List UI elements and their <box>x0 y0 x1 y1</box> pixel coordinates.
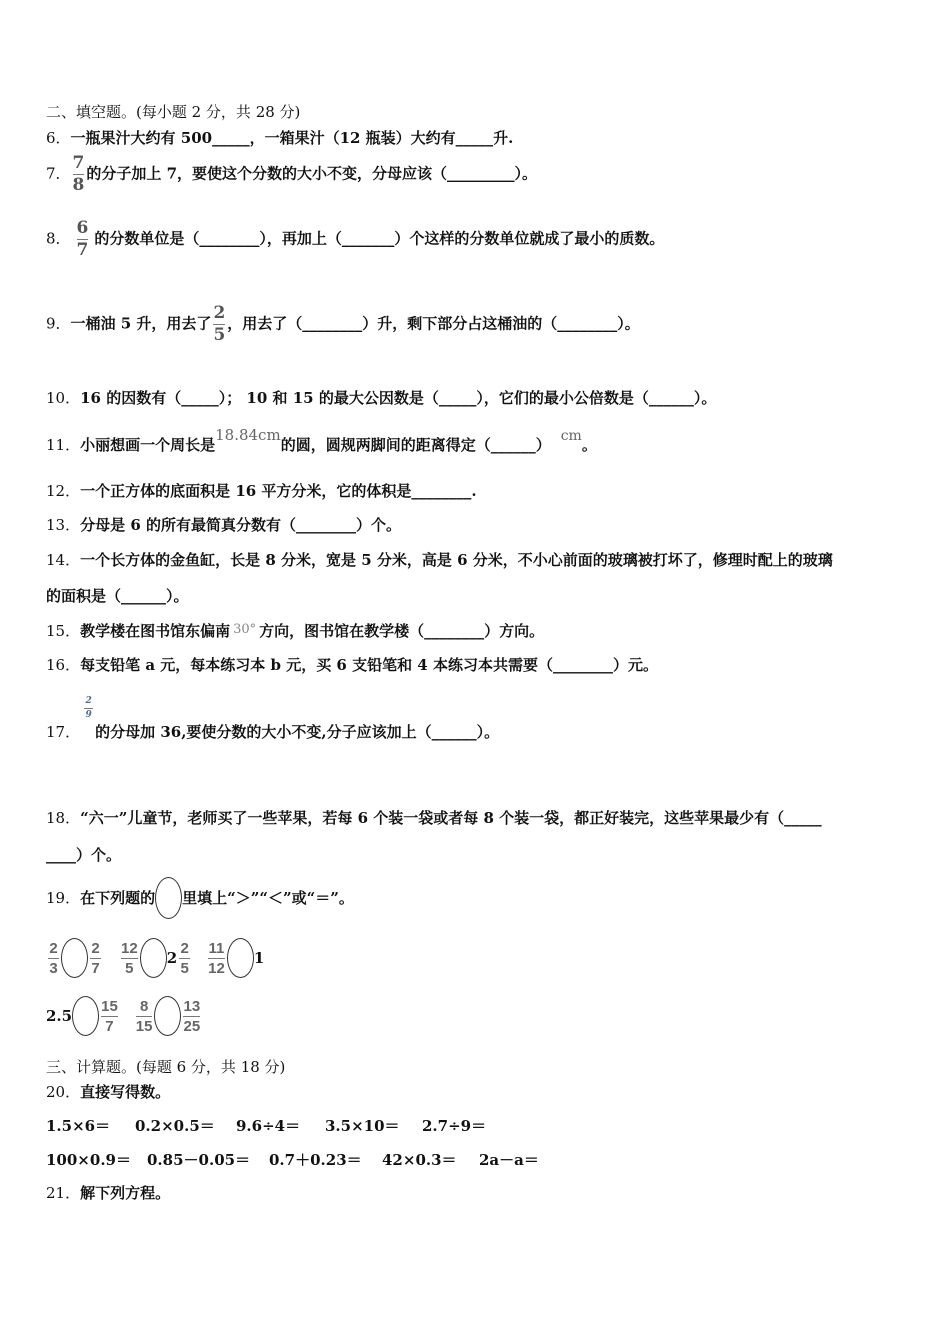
fraction-13-25: 13 25 <box>183 997 201 1035</box>
compare-oval-2[interactable] <box>140 938 167 978</box>
section-2-header: 二、填空题。(每小题 2 分，共 28 分) <box>46 103 301 121</box>
question-9: 9．一桶油 5 升，用去了 $\frac{2}{5}$ ，用去了（________）升，剩下部分占这桶油的（________）。 <box>46 303 640 345</box>
fraction-12-5: 12 5 <box>121 939 138 977</box>
comparison-row-1: 2 3 2 7 12 5 2 2 5 11 12 1 <box>49 939 265 977</box>
question-13: 13．分母是 6 的所有最简真分数有（________）个。 <box>46 516 401 534</box>
compare-oval-5[interactable] <box>154 996 181 1036</box>
calc-item: 100×0.9＝ <box>46 1151 131 1169</box>
question-18: 18．“六一”儿童节，老师买了一些苹果，若每 6 个装一袋或者每 8 个装一袋，都正好装完，这些苹果最少有（_____ <box>46 809 822 827</box>
calc-row-2 <box>46 1149 539 1170</box>
question-15: 15．教学楼在图书馆东偏南 30° 方向，图书馆在教学楼（________）方向。 <box>46 622 545 640</box>
fraction-2-9: $\frac{2}{9}$ <box>85 696 92 720</box>
calc-item: 1.5×6＝ <box>46 1117 111 1135</box>
answer-oval-example <box>155 877 182 919</box>
fraction-2-7: 2 7 <box>91 939 100 977</box>
compare-oval-3[interactable] <box>227 938 254 978</box>
question-8: 8． $\frac{6}{7}$ 的分数单位是（________），再加上（_______）个这样的分数单位就成了最小的质数。 <box>46 218 665 260</box>
calc-row-1 <box>46 1115 486 1136</box>
question-20: 20．直接写得数。 <box>46 1083 171 1101</box>
calc-item: 2.7÷9＝ <box>422 1117 487 1135</box>
calc-item: 0.2×0.5＝ <box>135 1117 215 1135</box>
question-21: 21．解下列方程。 <box>46 1184 171 1202</box>
question-14-line-2: 的面积是（______）。 <box>46 587 189 605</box>
angle-30: 30° <box>233 622 257 637</box>
fraction-8-15: 8 15 <box>135 997 153 1035</box>
fraction-2-5-mixed: 2 5 <box>180 939 189 977</box>
question-7: 7． $\frac{7}{8}$ 的分子加上 7，要使这个分数的大小不变，分母应该（_________）。 <box>46 153 538 195</box>
compare-oval-1[interactable] <box>61 938 88 978</box>
fraction-7-8: $\frac{7}{8}$ <box>72 153 85 195</box>
fraction-6-7: $\frac{6}{7}$ <box>76 218 89 260</box>
question-10: 10．16 的因数有（_____）； 10 和 15 的最大公因数是（_____），它们的最小公倍数是（______）。 <box>46 389 717 407</box>
question-16: 16．每支铅笔 a 元，每本练习本 b 元，买 6 支铅笔和 4 本练习本共需要（________）元。 <box>46 656 658 674</box>
comparison-row-2: 2.5 15 7 8 15 13 25 <box>46 997 201 1035</box>
unit-cm: cm <box>560 428 582 444</box>
question-19: 19． 在下列题的 里填上“＞”“＜”或“＝”。 <box>46 877 354 919</box>
question-12: 12．一个正方体的底面积是 16 平方分米，它的体积是________. <box>46 482 477 500</box>
question-17: 17． $\frac{2}{9}$ 的分母加 36,要使分数的大小不变,分子应该加上（______）。 <box>46 696 500 741</box>
question-18-line-2: ____）个。 <box>46 846 122 864</box>
compare-oval-4[interactable] <box>72 996 99 1036</box>
question-6: 6．一瓶果汁大约有 500_____，一箱果汁（12 瓶装）大约有_____升. <box>46 129 514 147</box>
fraction-2-5: $\frac{2}{5}$ <box>213 303 226 345</box>
calc-item: 0.7＋0.23＝ <box>269 1151 362 1169</box>
section-3-header: 三、计算题。(每题 6 分，共 18 分) <box>46 1058 286 1076</box>
fraction-2-3: 2 3 <box>49 939 58 977</box>
calc-item: 9.6÷4＝ <box>236 1117 301 1135</box>
question-11: 11．小丽想画一个周长是18.84cm的圆，圆规两脚间的距离得定（______） cm。 <box>46 426 597 454</box>
circumference-value: 18.84cm <box>215 426 281 444</box>
calc-item: 42×0.3＝ <box>382 1151 457 1169</box>
calc-item: 0.85－0.05＝ <box>147 1151 251 1169</box>
fraction-11-12: 11 12 <box>208 939 225 977</box>
fraction-15-7: 15 7 <box>101 997 118 1035</box>
question-14: 14．一个长方体的金鱼缸，长是 8 分米，宽是 5 分米，高是 6 分米，不小心前面的玻璃被打坏了，修理时配上的玻璃 <box>46 551 833 569</box>
calc-item: 3.5×10＝ <box>325 1117 400 1135</box>
calc-item: 2a－a＝ <box>479 1151 539 1169</box>
